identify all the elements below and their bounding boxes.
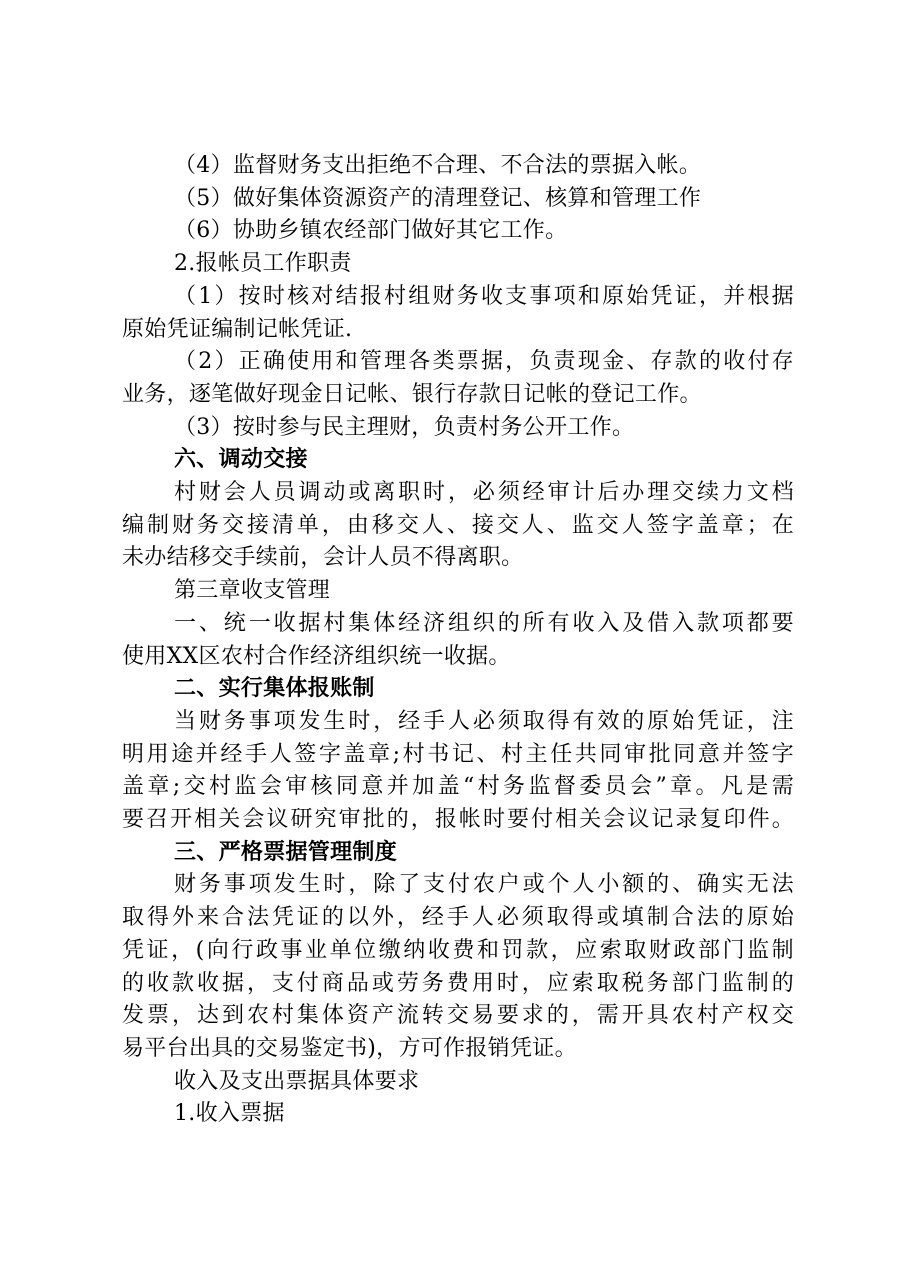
- text-line: 要召开相关会议研究审批的，报帐时要付相关会议记录复印件。: [122, 807, 794, 833]
- text-line: 收入及支出票据具体要求: [174, 1068, 420, 1094]
- text-line: 使用XX区农村合作经济组织统一收据。: [122, 643, 511, 669]
- text-line: （4）监督财务支出拒绝不合理、不合法的票据入帐。: [174, 153, 702, 178]
- text-line: 盖章;交村监会审核同意并加盖“村务监督委员会”章。凡是需: [122, 774, 794, 800]
- text-line: 凭证，(向行政事业单位缴纳收费和罚款，应索取财政部门监制: [122, 937, 794, 963]
- text-line: 一、统一收据村集体经济组织的所有收入及借入款项都要: [174, 610, 794, 636]
- section-heading: 六、调动交接: [174, 447, 308, 473]
- text-line: （6）协助乡镇农经部门做好其它工作。: [174, 218, 568, 244]
- text-line: 编制财务交接清单，由移交人、接交人、监交人签字盖章；在: [122, 512, 794, 538]
- text-line: 第三章收支管理: [174, 578, 331, 604]
- section-heading: 三、严格票据管理制度: [174, 839, 398, 865]
- document-body: [122, 150, 794, 1131]
- text-line: 当财务事项发生时，经手人必须取得有效的原始凭证，注: [174, 708, 794, 734]
- text-line: 明用途并经手人签字盖章;村书记、村主任共同审批同意并签字: [122, 741, 794, 767]
- section-heading: 二、实行集体报账制: [174, 676, 375, 702]
- text-line: （5）做好集体资源资产的清理登记、核算和管理工作: [174, 185, 702, 211]
- text-line: （3）按时参与民主理财，负责村务公开工作。: [174, 414, 635, 440]
- text-line: 2.报帐员工作职责: [174, 251, 352, 277]
- text-line: （2）正确使用和管理各类票据，负责现金、存款的收付存: [174, 349, 794, 375]
- text-line: 取得外来合法凭证的以外，经手人必须取得或填制合法的原始: [122, 905, 794, 931]
- text-line: 1.收入票据: [174, 1101, 285, 1127]
- text-line: （1）按时核对结报村组财务收支事项和原始凭证，并根据: [174, 283, 794, 309]
- text-line: 业务，逐笔做好现金日记帐、银行存款日记帐的登记工作。: [122, 381, 702, 407]
- text-line: 未办结移交手续前，会计人员不得离职。: [122, 545, 524, 571]
- text-line: 原始凭证编制记帐凭证.: [122, 316, 353, 342]
- text-line: 的收款收据，支付商品或劳务费用时，应索取税务部门监制的: [122, 970, 794, 996]
- text-line: 财务事项发生时，除了支付农户或个人小额的、确实无法: [174, 872, 794, 898]
- text-line: 易平台出具的交易鉴定书)，方可作报销凭证。: [122, 1035, 577, 1061]
- text-line: 发票，达到农村集体资产流转交易要求的，需开具农村产权交: [122, 1003, 794, 1029]
- text-line: 村财会人员调动或离职时，必须经审计后办理交续力文档: [174, 480, 794, 506]
